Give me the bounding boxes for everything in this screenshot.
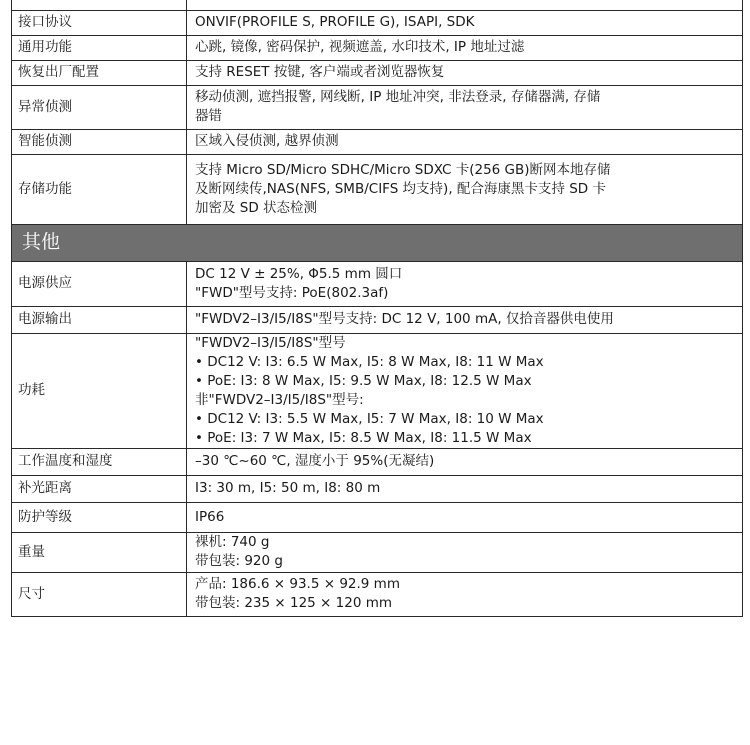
- other-row: [12, 532, 743, 572]
- spec-value: [187, 35, 743, 60]
- spec-value-line: 加密及 SD 状态检测: [195, 199, 318, 216]
- spec-sheet: [11, 0, 742, 617]
- spec-value-line: 及断网续传,NAS(NFS, SMB/CIFS 均支持), 配合海康黑卡支持 SD 卡: [195, 180, 606, 197]
- other-row: [12, 572, 743, 616]
- top-row: [12, 60, 743, 85]
- top-row: [12, 129, 743, 154]
- spec-value-line: "FWDV2–I3/I5/I8S"型号支持: DC 12 V, 100 mA, 仅拾音器供电使用: [195, 311, 614, 327]
- section-title: 其他: [12, 224, 743, 261]
- spec-value-line: DC 12 V ± 25%, Φ5.5 mm 圆口: [195, 265, 403, 282]
- spec-value: [187, 475, 743, 502]
- spec-label: 通用功能: [12, 35, 187, 60]
- other-row: [12, 306, 743, 333]
- spec-table-body: [12, 0, 743, 616]
- spec-label: 补光距离: [12, 475, 187, 502]
- top-row: [12, 154, 743, 224]
- spec-label: 功耗: [12, 333, 187, 448]
- spec-value: [187, 333, 743, 448]
- spec-value: [187, 532, 743, 572]
- spec-value-line: 产品: 186.6 × 93.5 × 92.9 mm: [195, 576, 400, 592]
- top-row: [12, 85, 743, 129]
- spec-value: [187, 572, 743, 616]
- spec-value-line: 带包装: 235 × 125 × 120 mm: [195, 595, 393, 611]
- spec-value: [187, 154, 743, 224]
- spec-value-line: • DC12 V: I3: 6.5 W Max, I5: 8 W Max, I8: 11 W Max: [195, 353, 544, 370]
- spec-label: 工作温度和湿度: [12, 448, 187, 475]
- spec-value-line: 支持 RESET 按键, 客户端或者浏览器恢复: [195, 64, 445, 80]
- spec-label: 存储功能: [12, 154, 187, 224]
- spec-value-line: 心跳, 镜像, 密码保护, 视频遮盖, 水印技术, IP 地址过滤: [195, 39, 525, 55]
- spec-value-line: –30 ℃~60 ℃, 湿度小于 95%(无凝结): [195, 453, 435, 469]
- spec-label: 异常侦测: [12, 85, 187, 129]
- other-row: [12, 475, 743, 502]
- spec-label: 电源供应: [12, 261, 187, 306]
- spec-value: [187, 85, 743, 129]
- spec-value: [187, 306, 743, 333]
- spec-value: [187, 129, 743, 154]
- spec-value-line: 带包装: 920 g: [195, 553, 283, 569]
- spec-table: [11, 0, 743, 617]
- section-header-row: [12, 224, 743, 261]
- top-row: [12, 35, 743, 60]
- spec-value: [187, 502, 743, 532]
- spec-value: [187, 10, 743, 35]
- spec-value-line: 非"FWDV2–I3/I5/I8S"型号:: [195, 391, 364, 408]
- spec-value-line: "FWDV2–I3/I5/I8S"型号: [195, 334, 346, 351]
- spec-value-line: "FWD"型号支持: PoE(802.3af): [195, 284, 389, 301]
- spec-label: 接口协议: [12, 10, 187, 35]
- spec-value-line: 支持 Micro SD/Micro SDHC/Micro SDXC 卡(256 GB)断网本地存储: [195, 161, 611, 178]
- spec-value: [187, 261, 743, 306]
- spec-value-line: • PoE: I3: 7 W Max, I5: 8.5 W Max, I8: 11.5 W Max: [195, 429, 532, 446]
- spec-value-line: ONVIF(PROFILE S, PROFILE G), ISAPI, SDK: [195, 14, 475, 30]
- other-row: [12, 448, 743, 475]
- spec-label: 防护等级: [12, 502, 187, 532]
- top-cut-row: [12, 0, 743, 10]
- top-row: [12, 10, 743, 35]
- spec-value-line: • PoE: I3: 8 W Max, I5: 9.5 W Max, I8: 12.5 W Max: [195, 372, 532, 389]
- other-row: [12, 502, 743, 532]
- spec-value-line: 器错: [195, 108, 222, 124]
- other-row: [12, 261, 743, 306]
- spec-value-line: IP66: [195, 508, 225, 525]
- spec-label: 电源输出: [12, 306, 187, 333]
- spec-label: 尺寸: [12, 572, 187, 616]
- spec-value-line: 裸机: 740 g: [195, 534, 270, 550]
- spec-value-line: • DC12 V: I3: 5.5 W Max, I5: 7 W Max, I8: 10 W Max: [195, 410, 544, 427]
- spec-value-line: 区域入侵侦测, 越界侦测: [195, 133, 339, 149]
- spec-label: 恢复出厂配置: [12, 60, 187, 85]
- spec-label: 重量: [12, 532, 187, 572]
- spec-value-line: I3: 30 m, I5: 50 m, I8: 80 m: [195, 480, 381, 496]
- spec-value: [187, 448, 743, 475]
- spec-value-line: 移动侦测, 遮挡报警, 网线断, IP 地址冲突, 非法登录, 存储器满, 存储: [195, 89, 601, 105]
- spec-label: 智能侦测: [12, 129, 187, 154]
- spec-value: [187, 60, 743, 85]
- other-row: [12, 333, 743, 448]
